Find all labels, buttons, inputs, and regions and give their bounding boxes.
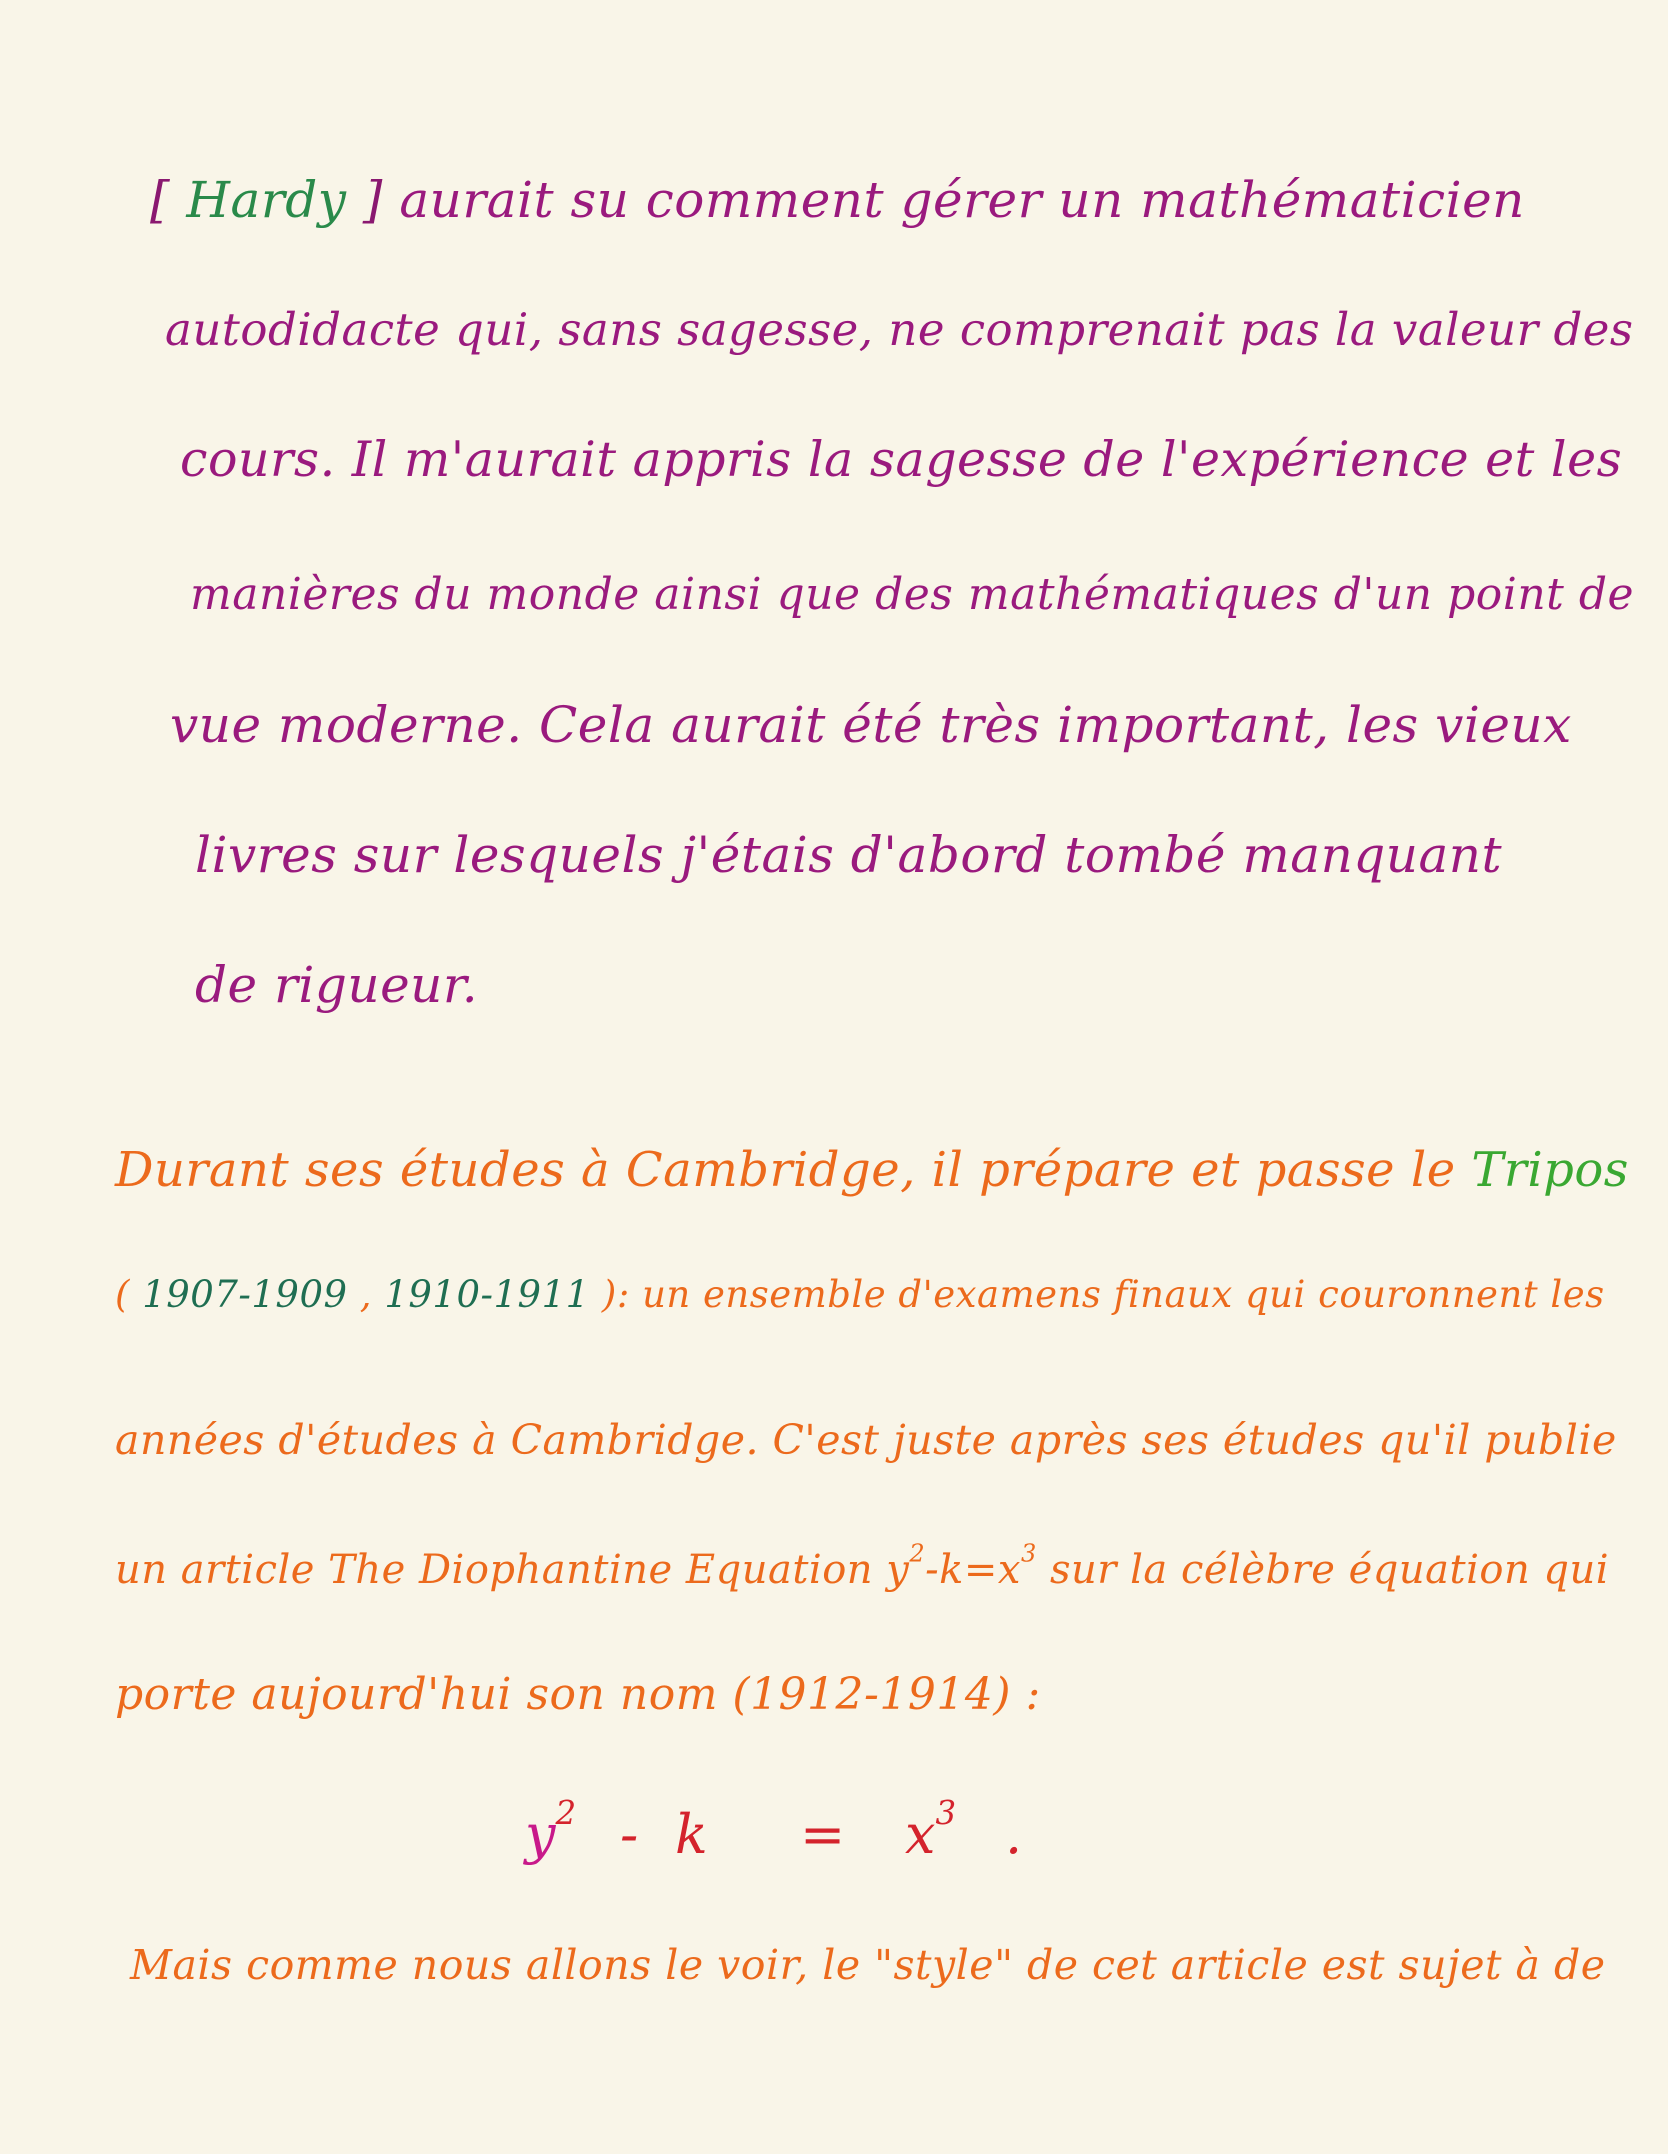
paragraph3-line1: Mais comme nous allons le voir, le "style" de cet article est sujet à de [130,1941,1606,1989]
tripos-word: Tripos [1471,1142,1629,1198]
paragraph1-line4: manières du monde ainsi que des mathématiques d'un point de [190,569,1635,620]
years-1910-1911: 1910-1911 [384,1273,590,1316]
equation-equals: = [800,1803,846,1866]
paragraph2-line1 [115,1140,1629,1200]
paragraph1-line7: de rigueur. [195,956,479,1014]
close-paren-colon: ): [601,1273,630,1316]
paragraph2-line4-before: un article The Diophantine Equation [115,1547,874,1593]
equation-y: $y^2$ [525,1793,577,1866]
equation-x-exp: 3 [935,1793,957,1832]
paragraph1-line2: autodidacte qui, sans sagesse, ne comprenait pas la valeur des [165,303,1634,356]
inline-formula-mid: -k=x [925,1547,1021,1593]
paragraph2-line5: porte aujourd'hui son nom (1912-1914) : [115,1669,1041,1720]
paragraph2-line4-after: sur la célèbre équation qui [1049,1547,1610,1593]
paragraph2-line3: années d'études à Cambridge. C'est juste après ses études qu'il publie [115,1416,1617,1464]
paragraph1-line5: vue moderne. Cela aurait été très important, les vieux [170,696,1572,754]
paragraph2-line4 [115,1540,1609,1600]
equation-x: $x^3$ [905,1793,957,1866]
inline-formula [886,1539,1050,1593]
inline-formula-x-exp: 3 [1020,1539,1037,1568]
equation-minus: - [620,1803,639,1866]
paragraph2-line2-text: un ensemble d'examens finaux qui couronnent les [642,1273,1605,1316]
open-bracket: [ [150,171,171,229]
paragraph1-line6: livres sur lesquels j'étais d'abord tombé manquant [195,826,1503,884]
paragraph1-line1 [150,170,1525,230]
years-1907-1909: 1907-1909 [142,1273,348,1316]
inline-formula-y: y [886,1547,910,1593]
equation-y-exp: 2 [555,1793,577,1832]
open-paren: ( [115,1273,130,1316]
equation-period: . [1005,1803,1023,1866]
equation-k: k [675,1803,708,1866]
paragraph2-line1-text: Durant ses études à Cambridge, il prépare et passe le [115,1142,1456,1198]
paragraph1-line3: cours. Il m'aurait appris la sagesse de l'expérience et les [180,431,1623,488]
inline-formula-y-exp: 2 [909,1539,926,1568]
paragraph2-line2 [115,1265,1605,1325]
close-bracket: ] [362,171,383,229]
hardy-name: Hardy [186,171,347,229]
paragraph1-line1-text: aurait su comment gérer un mathématicien [399,171,1525,229]
years-comma: , [359,1273,373,1316]
